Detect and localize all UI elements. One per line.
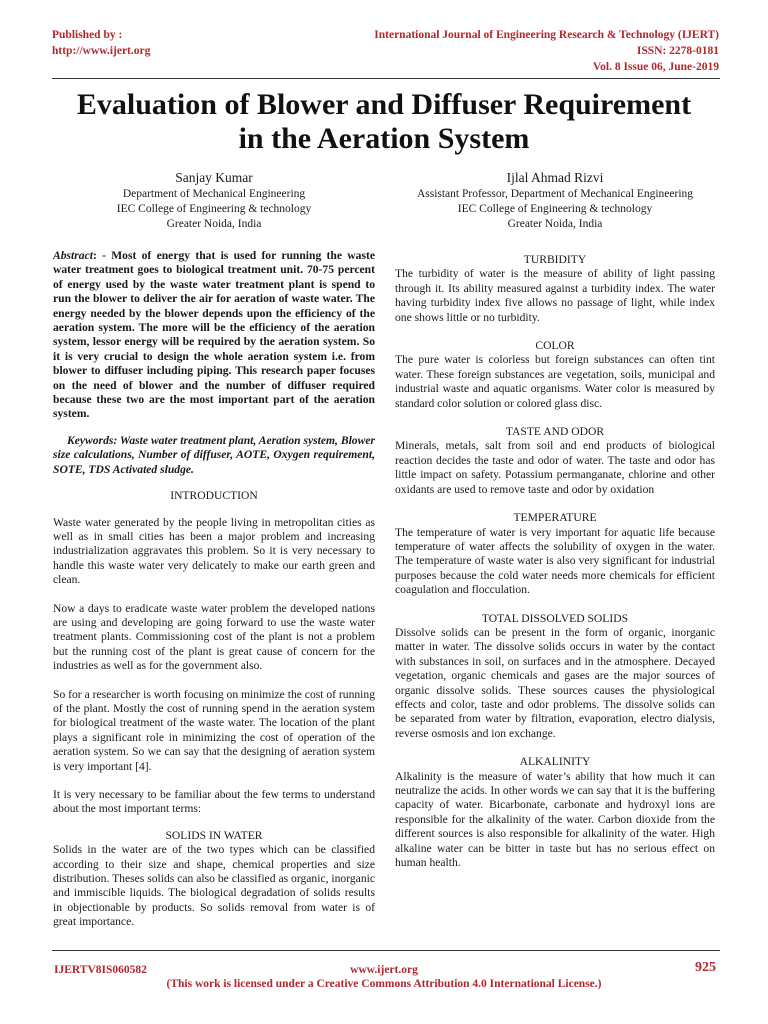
author-affiliation: IEC College of Engineering & technology bbox=[116, 203, 312, 215]
website-link[interactable]: http://www.ijert.org bbox=[52, 45, 151, 57]
author-affiliation: Greater Noida, India bbox=[166, 218, 262, 230]
author-2 bbox=[388, 168, 722, 232]
header-right bbox=[374, 27, 719, 75]
temperature-paragraph: The temperature of water is very important for aquatic life because temperature of water affects the solubility of oxygen in the water. The temperature of waste water is also very significant for industrial purposes because the cold water needs more chemicals for efficient coagulation and flocculation. bbox=[395, 525, 715, 597]
intro-paragraph: It is very necessary to be familiar about the few terms to understand about the most important terms: bbox=[53, 788, 375, 816]
right-column bbox=[395, 253, 715, 870]
title-line-2: in the Aeration System bbox=[238, 122, 530, 155]
solids-paragraph: Solids in the water are of the two types which can be classified according to their size and shape, chemical properties and size distribution. Theses solids can also be classified as organic, inorganic and immiscible liquids. The biological degradation of solids results in objectionable by products. So solids removal from water is of great importance. bbox=[53, 843, 375, 929]
author-name: Ijlal Ahmad Rizvi bbox=[506, 170, 604, 185]
tds-paragraph: Dissolve solids can be present in the form of organic, inorganic matter in water. The dissolve solids occurs in water by the contact with substances in soil, on surfaces and in the atmosphere. Decayed vegetation, organic chemicals and gases are the major sources of organic dissolve solids. These sources causes the physiological effects and color, taste and odor problems. The dissolve solids can be separated from water by filtration, evaporation, electro dialysis, reverse osmosis and ion exchange. bbox=[395, 625, 715, 740]
section-heading-turbidity: TURBIDITY bbox=[523, 253, 587, 266]
author-name: Sanjay Kumar bbox=[175, 170, 253, 185]
footer-website[interactable]: www.ijert.org bbox=[350, 964, 418, 976]
author-affiliation: Department of Mechanical Engineering bbox=[122, 188, 306, 200]
abstract-text: : - Most of energy that is used for running the waste water treatment goes to biological treatment unit. 70-75 percent of energy used by the waste water treatment plant is spend to run the blower to deliver the air for aeration of waste water. The energy needed by the blower depends upon the efficiency of the aeration system. The more will be the efficiency of the aeration system, lessor energy will be required by the aeration system. So it is very crucial to design the whole aeration system i.e. from blower to diffuser including piping. This research paper focuses on the need of blower and the number of diffuser required because these two are the most important part of the aeration system. bbox=[53, 249, 375, 421]
paper-title bbox=[40, 88, 728, 156]
title-line-1: Evaluation of Blower and Diffuser Requirement bbox=[76, 88, 692, 121]
alkalinity-paragraph: Alkalinity is the measure of water’s ability that how much it can neutralize the acids. In other words we can say that it is the buffering capacity of water. Bicarbonate, carbonate and hydroxyl ions are responsible for the alkalinity of the water. Carbon dioxide from the different sources is also responsible for alkalinity of the water. High alkaline water can be bitter in taste but has no serious effect on human health. bbox=[395, 769, 715, 870]
intro-paragraph: Now a days to eradicate waste water problem the developed nations are using and developing are going forward to use the waste water treatment plants. Commissioning cost of the plant is not a problem but the running cost of the plant is great cause of concern for the industries as well as for the government also. bbox=[53, 601, 375, 673]
page-number: 925 bbox=[695, 960, 716, 975]
section-heading-temperature: TEMPERATURE bbox=[513, 511, 597, 525]
section-heading-introduction: INTRODUCTION bbox=[170, 489, 258, 503]
left-column bbox=[53, 249, 375, 930]
intro-paragraph: Waste water generated by the people living in metropolitan cities as well as in small cities has been a major problem and increasing industrialization aggravates this problem. So it is very necessary to handle this waste water very delicately to make our earth green and clean. bbox=[53, 515, 375, 587]
author-affiliation: IEC College of Engineering & technology bbox=[457, 203, 653, 215]
keywords: Keywords: Waste water treatment plant, Aeration system, Blower size calculations, Number of diffuser, AOTE, Oxygen requirement, SOTE, TDS Activated sludge. bbox=[53, 433, 375, 476]
turbidity-paragraph: The turbidity of water is the measure of ability of light passing through it. Its ability measured against a turbidity index. The water having turbidity index five allows no passage of light, while index one shows little or no turbidity. bbox=[395, 267, 715, 324]
footer-rule bbox=[52, 950, 720, 951]
header-left bbox=[52, 27, 150, 59]
paper-id: IJERTV8IS060582 bbox=[54, 964, 147, 976]
section-heading-solids: SOLIDS IN WATER bbox=[165, 828, 263, 842]
abstract-label: Abstract bbox=[53, 249, 93, 262]
license-note: (This work is licensed under a Creative Commons Attribution 4.0 International License.) bbox=[166, 978, 602, 990]
volume-info: Vol. 8 Issue 06, June-2019 bbox=[592, 61, 719, 73]
author-affiliation: Greater Noida, India bbox=[507, 218, 603, 230]
section-heading-tds: TOTAL DISSOLVED SOLIDS bbox=[481, 611, 629, 625]
author-1 bbox=[47, 168, 381, 232]
taste-paragraph: Minerals, metals, salt from soil and end products of biological reaction decides the taste and odor of water. The taste and odor has little impact on safety. Potassium permanganate, chlorine and other oxidants are used to remove taste and odor by oxidation bbox=[395, 439, 715, 496]
section-heading-alkalinity: ALKALINITY bbox=[519, 755, 591, 769]
section-heading-color: COLOR bbox=[535, 339, 575, 353]
issn: ISSN: 2278-0181 bbox=[636, 45, 719, 57]
author-affiliation: Assistant Professor, Department of Mechanical Engineering bbox=[416, 188, 694, 200]
intro-paragraph: So for a researcher is worth focusing on minimize the cost of running of the plant. Mostly the cost of running spend in the aeration system for biological treatment of the waste water. The location of the plant plays a significant role in minimizing the cost of operation of the aeration system. So we can say that the designing of aeration system is very important [4]. bbox=[53, 687, 375, 773]
abstract bbox=[53, 249, 375, 422]
journal-name: International Journal of Engineering Research & Technology (IJERT) bbox=[374, 29, 719, 41]
published-by: Published by : bbox=[52, 29, 123, 41]
footer-center bbox=[0, 960, 768, 991]
section-heading-taste-odor: TASTE AND ODOR bbox=[505, 425, 605, 439]
header-rule bbox=[52, 78, 720, 79]
color-paragraph: The pure water is colorless but foreign substances can often tint water. These foreign substances are vegetation, soils, municipal and industrial waste and aquatic organisms. Water color is measured by standard color solution or colored glass disc. bbox=[395, 353, 715, 410]
